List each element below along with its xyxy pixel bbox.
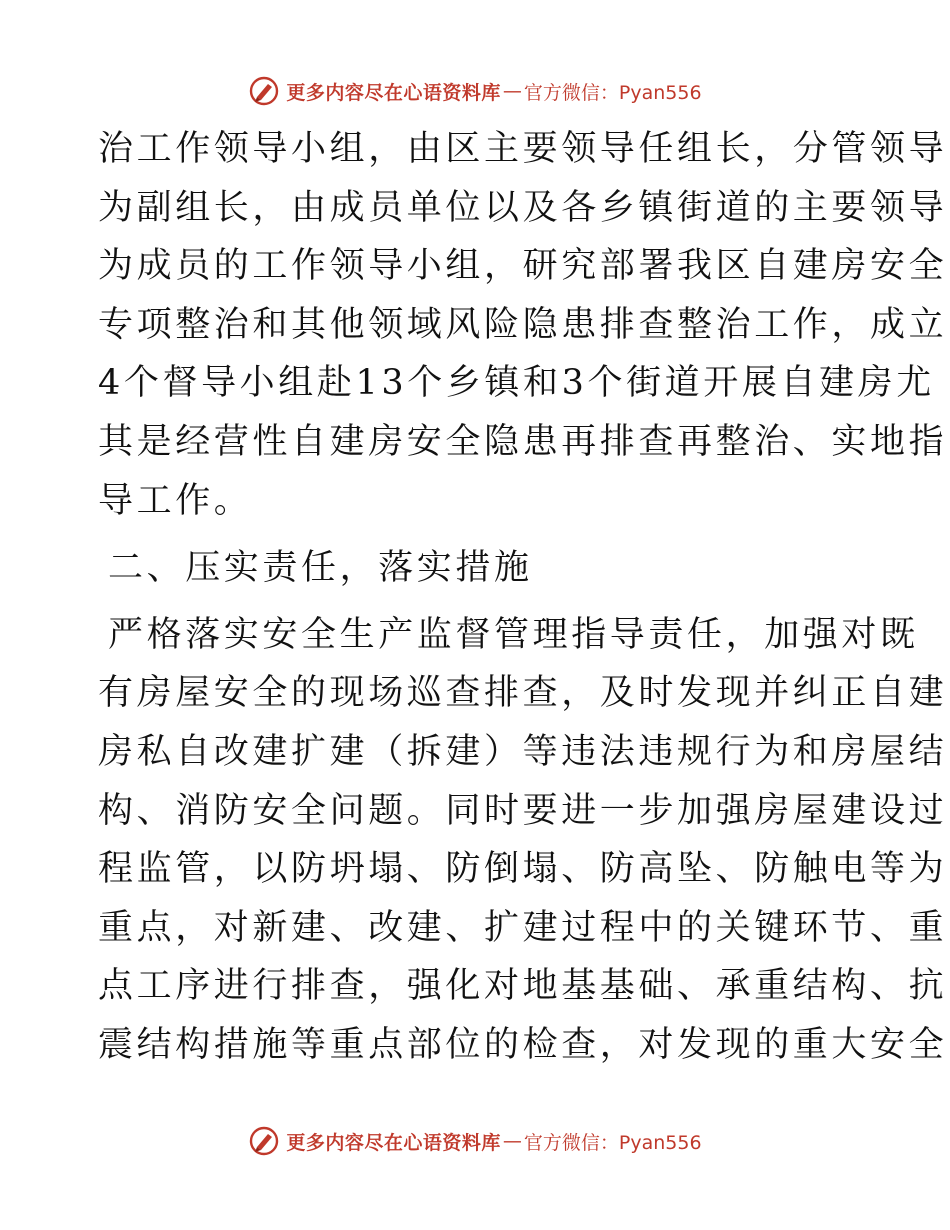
watermark-separator: —: [502, 80, 522, 102]
paragraph-1: [98, 120, 948, 530]
watermark-wechat: 官方微信：Pyan556: [523, 81, 702, 104]
watermark-separator: —: [502, 1130, 522, 1152]
text-line: 重点，对新建、改建、扩建过程中的关键环节、重: [98, 907, 948, 948]
text-line: 专项整治和其他领域风险隐患排查整治工作，成立: [98, 304, 948, 345]
text-line: 点工序进行排查，强化对地基基础、承重结构、抗: [98, 966, 948, 1007]
pen-logo-icon: [248, 1125, 280, 1157]
text-line: 程监管，以防坍塌、防倒塌、防高坠、防触电等为: [98, 849, 948, 890]
watermark-wechat: 官方微信：Pyan556: [523, 1131, 702, 1154]
text-line: 严格落实安全生产监督管理指导责任，加强对既: [108, 614, 919, 655]
text-line: 震结构措施等重点部位的检查，对发现的重大安全: [98, 1024, 948, 1065]
text-line: 4个督导小组赴13个乡镇和3个街道开展自建房尤: [98, 363, 935, 404]
text-line: 为成员的工作领导小组，研究部署我区自建房安全: [98, 246, 948, 287]
text-line: 构、消防安全问题。同时要进一步加强房屋建设过: [98, 790, 948, 831]
pen-logo-icon: [248, 75, 280, 107]
document-body: [98, 120, 948, 1075]
text-line: 其是经营性自建房安全隐患再排查再整治、实地指: [98, 421, 948, 462]
text-line: 有房屋安全的现场巡查排查，及时发现并纠正自建: [98, 673, 948, 714]
watermark-banner-top: [0, 74, 950, 108]
paragraph-2: [98, 606, 948, 1075]
text-line: 房私自改建扩建（拆建）等违法违规行为和房屋结: [98, 731, 948, 772]
text-line: 为副组长，由成员单位以及各乡镇街道的主要领导: [98, 187, 948, 228]
watermark-text: 更多内容尽在心语资料库: [286, 81, 501, 104]
watermark-banner-bottom: [0, 1124, 950, 1158]
text-line: 导工作。: [98, 480, 253, 521]
section-heading: 二、压实责任，落实措施: [108, 548, 533, 589]
watermark-text: 更多内容尽在心语资料库: [286, 1131, 501, 1154]
text-line: 治工作领导小组，由区主要领导任组长，分管领导: [98, 129, 948, 169]
